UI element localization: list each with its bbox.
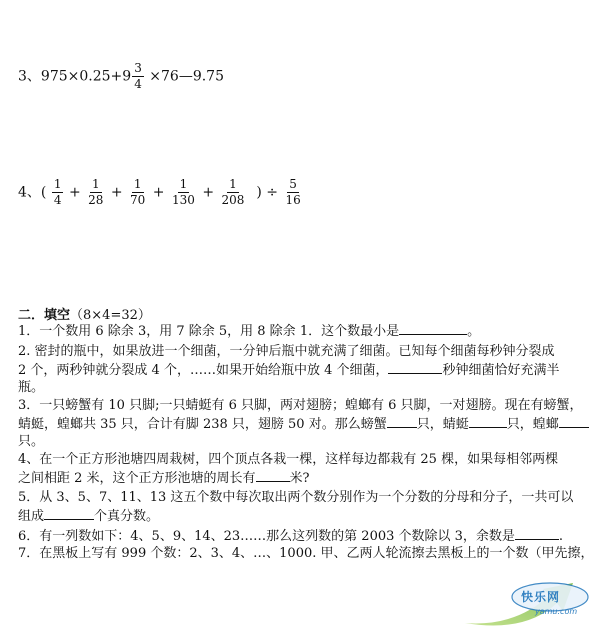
fraction <box>86 178 105 207</box>
answer-blank[interactable] <box>469 415 507 428</box>
answer-blank[interactable] <box>399 322 467 335</box>
calc-problem-4 <box>18 178 304 207</box>
denominator: 28 <box>88 193 104 207</box>
question-text: 1．一个数用 6 除余 3，用 7 除余 5，用 8 除余 1．这个数最小是 <box>18 324 400 339</box>
plus-sign: + <box>110 184 123 201</box>
denominator: 130 <box>171 193 195 207</box>
answer-blank[interactable] <box>388 361 442 374</box>
question-3-line-3: 只。 <box>18 434 45 449</box>
question-text: 2 个，两秒钟就分裂成 4 个，……如果开始给瓶中放 4 个细菌， <box>18 363 389 378</box>
denominator: 16 <box>285 193 301 207</box>
fraction <box>170 178 197 207</box>
close-paren: ) <box>256 184 262 201</box>
watermark-logo <box>455 555 600 630</box>
question-text: 个真分数。 <box>94 509 160 524</box>
fraction <box>283 178 302 207</box>
section-score: （8×4=32） <box>70 308 151 323</box>
numerator: 1 <box>179 177 188 191</box>
fraction <box>220 178 247 207</box>
watermark-brand: 快乐网 <box>521 590 561 604</box>
plus-sign: + <box>68 184 81 201</box>
denominator: 70 <box>130 193 146 207</box>
question-3-line-1: 3．一只螃蟹有 10 只脚;一只蜻蜓有 6 只脚，两对翅膀；蝗螂有 6 只脚，一对翅膀。现在有螃蟹， <box>18 398 583 413</box>
question-text: 之间相距 2 米，这个正方形池塘的周长有 <box>18 471 256 486</box>
question-text: 秒钟细菌恰好充满半 <box>442 363 560 378</box>
question-4-line-2 <box>18 469 310 487</box>
denominator: 208 <box>221 193 245 207</box>
question-7: 7．在黑板上写有 999 个数：2、3、4、…、1000. 甲、乙两人轮流擦去黑板上的一个数（甲先擦， <box>18 546 594 561</box>
question-text: 蜻蜓，蝗螂共 35 只，合计有脚 238 只，翅膀 50 对。那么螃蟹 <box>18 417 387 432</box>
question-text: 只，蝗螂 <box>506 417 559 432</box>
question-text: 米? <box>289 471 310 486</box>
numerator: 1 <box>229 177 237 191</box>
answer-blank[interactable] <box>515 527 559 540</box>
question-text: 只，蜻蜓 <box>416 417 469 432</box>
section-title <box>18 304 151 323</box>
watermark-url: yamu.com <box>535 607 578 616</box>
plus-sign: + <box>202 184 215 201</box>
answer-blank[interactable] <box>44 507 94 520</box>
question-text: 。 <box>467 324 481 339</box>
fraction <box>132 62 144 91</box>
answer-blank[interactable] <box>559 415 589 428</box>
question-text: 6．有一列数如下：4、5、9、14、23……那么这列数的第 2003 个数除以 3，余数是 <box>18 529 515 544</box>
numerator: 3 <box>134 61 142 75</box>
numerator: 1 <box>53 177 62 191</box>
denominator: 4 <box>53 193 62 207</box>
open-paren: ( <box>40 184 47 201</box>
divide-sign: ÷ <box>266 184 278 201</box>
problem-number: 3、 <box>18 68 41 85</box>
calc-problem-3 <box>18 62 224 91</box>
expression-part: ×76—9.75 <box>149 68 224 85</box>
fraction <box>52 178 64 207</box>
question-3-line-2 <box>18 415 589 433</box>
numerator: 1 <box>91 177 100 191</box>
answer-blank[interactable] <box>256 469 290 482</box>
fraction <box>128 178 147 207</box>
question-6 <box>18 527 563 545</box>
numerator: 1 <box>133 177 142 191</box>
expression-part: 975×0.25+9 <box>40 68 132 85</box>
question-1 <box>18 322 480 340</box>
question-4-line-1: 4、在一个正方形池塘四周栽树，四个顶点各栽一棵，这样每边都栽有 25 棵，如果每相邻两棵 <box>18 452 559 467</box>
question-5-line-2 <box>18 507 159 525</box>
answer-blank[interactable] <box>387 415 417 428</box>
problem-number: 4、 <box>18 184 41 201</box>
question-2-line-1: 2. 密封的瓶中，如果放进一个细菌，一分钟后瓶中就充满了细菌。已知每个细菌每秒钟分裂成 <box>18 344 555 359</box>
denominator: 4 <box>134 77 142 91</box>
question-2-line-2 <box>18 361 560 379</box>
question-text: . <box>558 529 564 544</box>
question-2-line-3: 瓶。 <box>18 380 45 395</box>
question-text: 组成 <box>18 509 45 524</box>
plus-sign: + <box>152 184 165 201</box>
numerator: 5 <box>289 177 297 191</box>
question-5-line-1: 5．从 3、5、7、11、13 这五个数中每次取出两个数分别作为一个分数的分母和分子，一共可以 <box>18 490 574 505</box>
section-heading: 二．填空 <box>18 308 71 323</box>
